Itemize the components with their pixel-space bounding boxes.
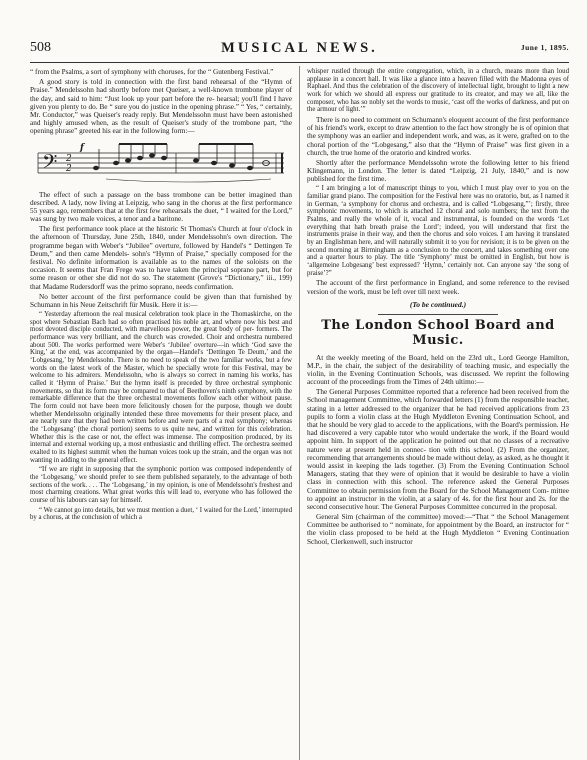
- page-header: [30, 40, 569, 60]
- issue-date: June 1, 1895.: [520, 43, 569, 52]
- article-heading: The London School Board and Music.: [321, 318, 555, 348]
- paragraph: A good story is told in connection with the first band rehearsal of the “Hymn of Praise.” Mendelssohn had shortly before met Queiser, a well-known trombone player of the day, and said to him: “Just look up your part before the re- hearsal; you'll find I have given you plenty to do. Be “ sure you do justice in the opening phrase.” “ Yes, “ certainly, Mr. Conductor,” was Queiser's ready reply. But Mendelssohn must have been astonished and highly amused when, as the result of Queiser's study of the trombone part, “the opening phrase” greeted his ear in the following form:—: [30, 78, 292, 136]
- header-rule: [30, 62, 569, 63]
- paragraph: General Sim (chairman of the committee) moved:—“That “ the School Management Committee be authorised to “ nominate, for appointment by the Board, an instructor for “ the violin class proposed to be held at the Hugh Myddleton “ Evening Continuation School, Clerkenwell, such instructor: [307, 513, 569, 546]
- svg-text:𝄢: 𝄢: [42, 149, 58, 178]
- paragraph: No better account of the first performance could be given than that furnished by Schumann in his Neue Zeitschrift für Musik. Here it is:—: [30, 292, 292, 309]
- section-rule: [378, 314, 498, 315]
- quoted-paragraph: “If we are right in supposing that the symphonic portion was composed independently of the ‘Lobgesang,’ we should prefer to see them published separately, to the advantage of both sections of the work. . . . The ‘Lobgesang,’ in my opinion, is one of Mendelssohn's freshest and most charming creations. What great works this will lead to, everyone who has followed the course of his labours can say for himself.: [30, 466, 292, 504]
- quoted-paragraph: “ We cannot go into details, but we must mention a duet, ‘ I waited for the Lord,’ interrupted by a chorus, at the conclusion of which a: [30, 506, 292, 522]
- page-number: 508: [30, 40, 51, 55]
- paragraph: The effect of such a passage on the bass trombone can be better imagined than described. A lady, now living at Leipzig, who sang in the chorus at the first performance 55 years ago, remembers that at the first few rehearsals the duet, “ I waited for the Lord,” was sung by two male voices, a tenor and a baritone.: [30, 190, 292, 224]
- paragraph: The account of the first performance in England, and some reference to the revised version of the work, must be left over till next week.: [307, 279, 569, 296]
- paragraph: The General Purposes Committee reported that a reference had been received from the School management Committee, which forwarded letters (1) from the responsible teacher, stating in a letter addressed to the organizer that he had received applications from 23 pupils to form a violin class at the Hugh Myddleton Evening Continuation School, and that he should be very glad to accede to the applications, with the Board's permission. He had discovered a very capable tutor who would undertake the work, if the Board would appoint him. In support of the application he pointed out that no classes of a recreative nature were at present held in connec- tion with this school. (2) From the organizer, recommending that arrangements should be made without delay, as asked, as he thought it would assist in keeping the lads together. (3) From the Evening Continuation School Managers, stating that they were of opinion that it would be desirable to have a violin class in connection with this school. The reference asked the General Purposes Committee to obtain permission from the Board for the School Management Com- mittee to appoint an instructor in the violin, at a salary of 4s. for the first hour and 2s. for the second consecutive hour. The General Purposes Committee concurred in the proposal.: [307, 388, 569, 511]
- quoted-paragraph: “ Yesterday afternoon the real musical celebration took place in the Thomaskirche, on the spot where Sebastian Bach had so often practised his noble art, and where now his best and most devoted disciple conducted, with marvellous power, the great body of per- formers. The performance was very brilliant, and the church was crowded. Choir and orchestra numbered about 500. The works performed were Weber's ‘Jubilee’ overture—in which ‘God save the King,’ at the end, was accompanied by the organ—Handel's ‘Dettingen Te Deum,’ and the ‘Lobgesang,’ by Mendelssohn. There is no need to speak of the two familiar works, but a few words on the latest work of the Master, which he specially wrote for this Festival, may be welcome to his admirers. Mendelssohn, who is always so correct in naming his works, has called it ‘Hymn of Praise.’ But the hymn itself is preceded by three orchestral symphonic movements, so that its form may be compared to that of Beethoven's ninth symphony, with the remarkable difference that the three orchestral movements follow each other without pause. The form could not have been more felicitously chosen for the purpose, though we doubt whether Mendelssohn originally intended these three movements for their present place, and are nearly sure that they had been written before and were parts of a real symphony; whereas the ‘Lobgesang’ (the choral portion) seems to us quite new, and written for this celebration. Whether this is the case or not, the effect was immense. The composition produced, by its internal and external working up, a most enthusiastic and thrilling effect. The orchestra seemed exalted to its highest summit when the human voices took up the strain, and the organ was not wanting in adding to the general effect.: [30, 311, 292, 464]
- to-be-continued-note: (To be continued.): [409, 299, 467, 309]
- svg-text:f: f: [80, 142, 84, 153]
- paragraph: “ from the Psalms, a sort of symphony with choruses, for the “ Gutenberg Festival.”: [30, 68, 274, 76]
- paragraph: Shortly after the performance Mendelssohn wrote the following letter to his friend Klingemann, in London. The letter is dated “Leipzig, 21 July, 1840,” and is now published for the first time.: [307, 158, 569, 184]
- quoted-letter: “ I am bringing a lot of manuscript things to you, which I must play over to you on the familiar grand piano. The composition for the Festival here was no oratorio, but, as I named it in German, ‘a symphony for chorus and orchestra, and is called “Lobgesang,”’; firstly, three symphonic movements, to which is attached 12 choral and solo numbers; the text from the Psalms, and really the whole of it, vocal and instrumental, is founded on the words ‘Let everything that hath breath praise the Lord’; indeed, you will understand that first the instruments praise in their way, and then the chorus and solo voices. I am having it translated by an Englishman here, and will naturally submit it to you for revision; it is to be given on the second morning at Birmingham as a conclusion to the concert, and takes something over one and a quarter hours to play. The title ‘Symphony’ must be omitted in English, but how is ‘allgemeine Lobgesang’ best expressed? ‘Hymn,’ certainly not. Can anyone say ‘the song of praise’?”: [307, 185, 569, 277]
- publication-title: MUSICAL NEWS.: [221, 40, 378, 56]
- left-column: [30, 68, 292, 760]
- paragraph: The first performance took place at the historic St Thomas's Church at four o'clock in the afternoon of Thursday, June 25th, 1840, under Mendelssohn's own direction. The programme began with Weber's “Jubilee” overture, followed by Handel's “ Dettingen Te Deum,” and then came Mendels- sohn's “Hymn of Praise,” specially composed for the festival. No definite information is available as to the names of the soloists on the occasion. It seems that Fran Frege was to have taken the principal soprano part, but for some reason or other she did not do so. The statement (Grove's “Dictionary,” iii., 199) that Madame Rudersdorff was the primo soprano, needs confirmation.: [30, 225, 292, 291]
- svg-text:2: 2: [66, 153, 72, 164]
- right-column: [307, 68, 569, 760]
- paragraph: There is no need to comment on Schumann's eloquent account of the first performance of his friend's work, except to draw attention to the fact how strongly he is of opinion that the symphony was an earlier and independent work, and was, as it were, grafted on to the choral portion of the “Lobgesang,” also that the “Hymn of Praise” was first given in a church, the true home of the oratorio and kindred works.: [307, 115, 569, 157]
- music-notation-figure: [36, 139, 286, 187]
- svg-text:2: 2: [66, 163, 72, 174]
- quoted-paragraph: whisper rustled through the entire congregation, which, in a church, means more than loud applause in a concert hall. It was like a glance into a heaven filled with the Madonna eyes of Raphael. And thus the celebration of the discovery of intellectual light, brought to light a new work for which we should all express our gratitude to its creator, and may we all, like the composer, who has so nobly set the words to music, ‘cast off the works of darkness, and put on the armour of light.’”: [307, 68, 569, 114]
- column-divider: [299, 66, 300, 760]
- paragraph: At the weekly meeting of the Board, held on the 23rd ult., Lord George Hamilton, M.P., in the chair, the subject of the desirability of teaching music, and especially the violin, in the Evening Continuation Schools, was discussed. We reprint the following account of the proceedings from the Times of 24th ultimo:—: [307, 353, 569, 387]
